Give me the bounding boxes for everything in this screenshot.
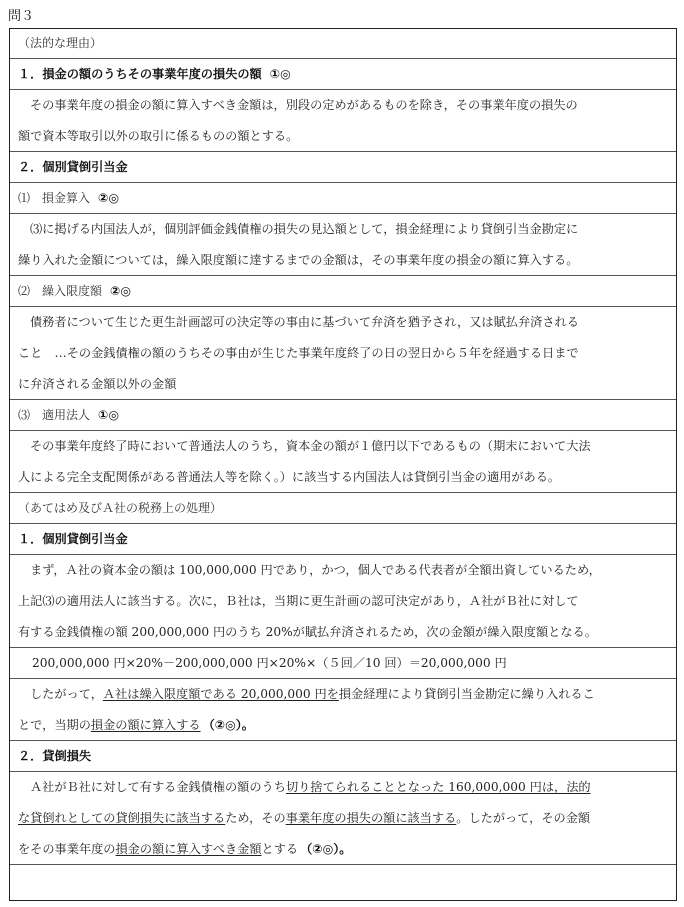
subheading-2	[10, 276, 676, 307]
page-title: 問３	[8, 9, 35, 24]
paragraph-1	[10, 90, 676, 152]
heading-3	[10, 524, 676, 555]
heading-1	[10, 59, 676, 90]
paragraph-line: ⑶に掲げる内国法人が，個別評価金銭債権の損失の見込額として，損金経理により貸倒引当金勘定に	[30, 221, 579, 236]
paragraph-line: まず，Ａ社の資本金の額は 100,000,000 円であり，かつ，個人である代表者が全額出資しているため，	[30, 562, 601, 577]
paragraph-line: をその事業年度の損金の額に算入すべき金額とする （②◎）。	[18, 841, 352, 856]
heading-3-text: １．個別貸倒引当金	[18, 531, 128, 546]
score-mark: ②◎	[110, 283, 131, 298]
paragraph-line: 債務者について生じた更生計画認可の決定等の事由に基づいて弁済を猶予され，又は賦払弁済される	[30, 314, 579, 329]
paragraph-line: 人による完全支配関係がある普通法人等を除く。）に該当する内国法人は貸倒引当金の適用がある。	[18, 469, 561, 484]
paragraph-5	[10, 555, 676, 648]
heading-4-text: ２．貸倒損失	[18, 748, 92, 763]
heading-4	[10, 741, 676, 772]
calculation-row	[10, 648, 676, 679]
paragraph-3	[10, 307, 676, 400]
score-mark: ①◎	[98, 407, 119, 422]
paragraph-line: その事業年度の損金の額に算入すべき金額は，別段の定めがあるものを除き，その事業年度の損失の	[30, 97, 578, 112]
subheading-2-text: ⑵ 繰入限度額	[18, 283, 103, 298]
score-mark: ①◎	[269, 66, 291, 81]
paragraph-line: 有する金銭債権の額 200,000,000 円のうち 20%が賦払弁済されるため，次の金額が繰入限度額となる。	[18, 624, 597, 639]
underlined-text: 切り捨てられることとなった 160,000,000 円は，法的	[285, 779, 591, 794]
paragraph-7	[10, 772, 676, 865]
paragraph-line: に弁済される金額以外の金額	[18, 376, 177, 391]
heading-2-text: ２．個別貸倒引当金	[18, 159, 128, 174]
underlined-text: Ａ社は繰入限度額である 20,000,000 円を	[102, 686, 339, 701]
score-mark: （②◎）。	[300, 841, 352, 856]
subheading-3	[10, 400, 676, 431]
paragraph-line: こと …その金銭債権の額のうちその事由が生じた事業年度終了の日の翌日から５年を経過する日まで	[18, 345, 579, 360]
subheading-1-text: ⑴ 損金算入	[18, 190, 91, 205]
paragraph-4	[10, 431, 676, 493]
paragraph-line: Ａ社がＢ社に対して有する金銭債権の額のうち切り捨てられることとなった 160,000,000 円は，法的	[30, 779, 591, 794]
score-mark: （②◎）。	[202, 717, 254, 732]
paragraph-line: その事業年度終了時において普通法人のうち，資本金の額が１億円以下であるもの（期末において大法	[30, 438, 591, 453]
answer-sheet	[9, 28, 677, 901]
paragraph-line: したがって，Ａ社は繰入限度額である 20,000,000 円を損金経理により貸倒引当金勘定に繰り入れるこ	[30, 686, 595, 701]
underlined-text: 損金の額に算入する	[90, 717, 201, 732]
heading-2	[10, 152, 676, 183]
paragraph-line: とで，当期の損金の額に算入する （②◎）。	[18, 717, 254, 732]
paragraph-line: 額で資本等取引以外の取引に係るものの額とする。	[18, 128, 299, 143]
paragraph-line: 繰り入れた金額については，繰入限度額に達するまでの金額は，その事業年度の損金の額に算入する。	[18, 252, 579, 267]
subheading-1	[10, 183, 676, 214]
paragraph-2	[10, 214, 676, 276]
score-mark: ②◎	[98, 190, 119, 205]
subheading-3-text: ⑶ 適用法人	[18, 407, 91, 422]
paragraph-line: な貸倒れとしての貸倒損失に該当するため，その事業年度の損失の額に該当する。したがって，その金額	[18, 810, 591, 825]
paragraph-line: 上記⑶の適用法人に該当する。次に，Ｂ社は，当期に更生計画の認可決定があり，Ａ社がＢ社に対して	[18, 593, 579, 608]
heading-1-text: １．損金の額のうちその事業年度の損失の額	[18, 66, 262, 81]
calculation-text: 200,000,000 円×20%－200,000,000 円×20%×（５回／10 回）＝20,000,000 円	[32, 655, 507, 670]
underlined-text: な貸倒れとしての貸倒損失に該当する	[18, 810, 226, 825]
empty-row	[10, 865, 676, 897]
application-label: （あてはめ及びＡ社の税務上の処理）	[10, 493, 676, 524]
underlined-text: 損金の額に算入すべき金額	[115, 841, 262, 856]
paragraph-6	[10, 679, 676, 741]
underlined-text: 事業年度の損失の額に該当する	[285, 810, 457, 825]
legal-reason-label: （法的な理由）	[10, 29, 676, 59]
